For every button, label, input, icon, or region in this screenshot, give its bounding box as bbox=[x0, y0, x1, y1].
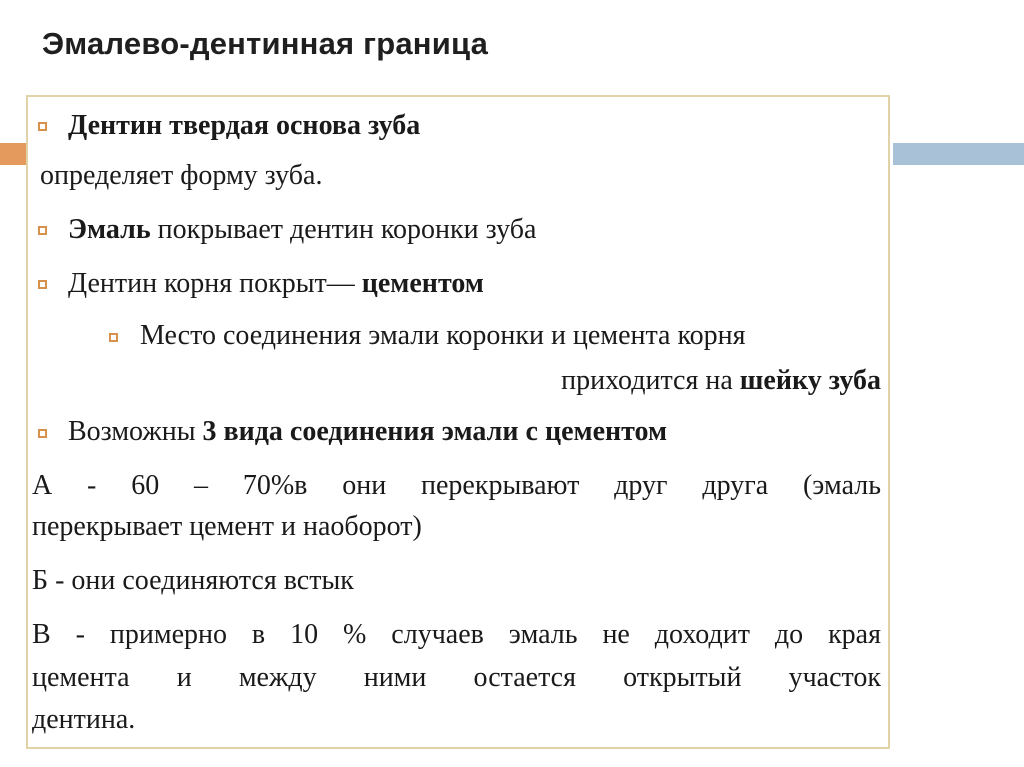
slide-title: Эмалево-дентинная граница bbox=[42, 26, 489, 61]
accent-bar-left bbox=[0, 143, 26, 165]
text-three-types: 3 вида соединения эмали с цементом bbox=[202, 416, 668, 447]
text-dentin-base: Дентин твердая основа зуба bbox=[68, 110, 421, 141]
square-bullet-icon bbox=[38, 280, 47, 289]
text-line: определяет форму зуба. bbox=[40, 160, 323, 191]
text-possible: Возможны bbox=[68, 416, 203, 447]
accent-bar-right bbox=[893, 143, 1024, 165]
bullet-item bbox=[68, 107, 420, 145]
text-line: дентина. bbox=[32, 704, 136, 735]
text-falls-on: приходится на bbox=[561, 365, 740, 396]
text-line: Б - они соединяются встык bbox=[32, 565, 354, 596]
text-enamel-rest: покрывает дентин коронки зуба bbox=[150, 214, 537, 245]
text-root-dentin: Дентин корня покрыт— bbox=[68, 268, 362, 299]
text-line: цемента и между ними остается открытый участок bbox=[32, 662, 881, 693]
text-cement: цементом bbox=[361, 268, 484, 299]
square-bullet-icon bbox=[38, 122, 47, 131]
text-line: А - 60 – 70%в они перекрывают друг друга (эмаль bbox=[32, 470, 881, 501]
text-line: В - примерно в 10 % случаев эмаль не доходит до края bbox=[32, 619, 881, 650]
sub-bullet-item: Место соединения эмали коронки и цемента корня bbox=[140, 320, 746, 351]
bullet-item bbox=[68, 211, 536, 249]
bullet-item bbox=[68, 413, 667, 451]
square-bullet-icon bbox=[38, 429, 47, 438]
sub-bullet-item-continuation bbox=[561, 362, 881, 400]
text-line: перекрывает цемент и наоборот) bbox=[32, 511, 422, 542]
text-tooth-neck: шейку зуба bbox=[739, 365, 881, 396]
text-enamel: Эмаль bbox=[68, 214, 151, 245]
square-bullet-icon bbox=[109, 333, 118, 342]
square-bullet-icon bbox=[38, 226, 47, 235]
bullet-item bbox=[68, 265, 484, 303]
